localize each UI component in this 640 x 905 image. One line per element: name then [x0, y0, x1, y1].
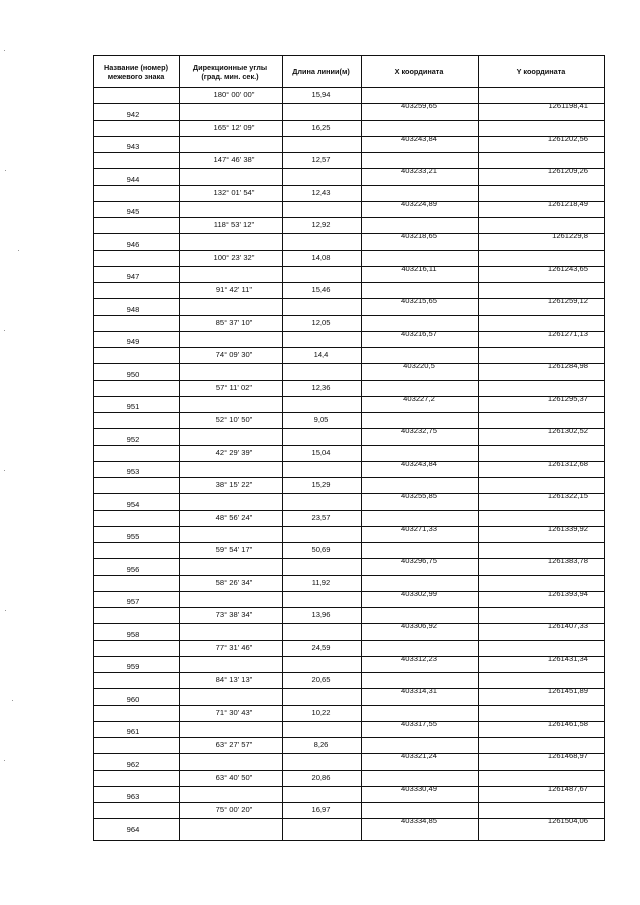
row-divider	[94, 721, 604, 722]
point-name: 963	[126, 792, 140, 801]
point-x: 403259,65	[401, 101, 437, 111]
row-divider	[94, 818, 604, 819]
row-divider	[94, 120, 604, 121]
point-name: 948	[126, 304, 140, 314]
header-name-text: Название (номер) межевого знака	[103, 62, 168, 81]
point-x: 403243,84	[401, 458, 437, 468]
segment-angle: 84° 13' 13"	[215, 675, 253, 684]
point-name: 955	[126, 532, 140, 541]
row-divider	[94, 672, 604, 673]
point-name: 954	[126, 499, 140, 509]
point-y: 1261259,12	[547, 296, 588, 306]
point-name: 953	[126, 467, 140, 476]
row-divider	[94, 705, 604, 706]
segment-length: 50,69	[311, 545, 331, 554]
segment-length: 8,26	[313, 740, 329, 749]
boundary-points-table	[93, 55, 605, 841]
segment-length: 12,92	[311, 220, 331, 229]
point-name: 943	[126, 142, 140, 151]
point-y: 1261302,52	[547, 426, 588, 436]
point-x: 403306,92	[401, 621, 437, 631]
header-length	[282, 56, 360, 87]
row-divider	[94, 396, 604, 397]
row-divider	[94, 315, 604, 316]
point-name: 956	[126, 564, 140, 574]
row-divider	[94, 103, 604, 104]
point-name: 962	[126, 759, 140, 769]
row-divider	[94, 185, 604, 186]
point-name: 952	[126, 434, 140, 444]
point-name: 959	[126, 662, 140, 671]
point-x: 403255,85	[401, 491, 437, 501]
header-x	[361, 56, 477, 87]
point-name: 957	[126, 597, 140, 606]
segment-angle: 38° 15' 22"	[215, 480, 253, 489]
segment-angle: 100° 23' 32"	[213, 252, 255, 262]
segment-angle: 59° 54' 17"	[215, 545, 253, 554]
header-y-text: Y координата	[516, 67, 566, 76]
segment-length: 12,36	[311, 382, 331, 392]
point-x: 403330,49	[401, 783, 437, 793]
row-divider	[94, 250, 604, 251]
row-divider	[94, 282, 604, 283]
row-divider	[94, 493, 604, 494]
row-divider	[94, 526, 604, 527]
point-y: 1261295,37	[547, 393, 588, 403]
row-divider	[94, 688, 604, 689]
point-x: 403233,21	[401, 166, 437, 176]
segment-length: 15,46	[311, 285, 331, 294]
point-x: 403216,11	[401, 263, 437, 273]
row-divider	[94, 412, 604, 413]
scan-speck	[18, 250, 19, 251]
row-divider	[94, 445, 604, 446]
point-name: 949	[126, 337, 140, 346]
point-y: 1261468,97	[547, 751, 588, 761]
segment-length: 12,43	[311, 187, 331, 197]
segment-length: 13,96	[311, 610, 331, 619]
segment-angle: 165° 12' 09"	[213, 122, 255, 132]
point-x: 403314,31	[401, 686, 437, 696]
point-y: 1261284,98	[547, 361, 588, 371]
point-y: 1261461,58	[547, 718, 588, 728]
point-x: 403215,65	[401, 296, 437, 306]
segment-length: 14,4	[313, 350, 329, 359]
scan-speck	[12, 700, 13, 701]
row-divider	[94, 575, 604, 576]
point-name: 964	[126, 824, 140, 834]
row-divider	[94, 152, 604, 153]
row-divider	[94, 380, 604, 381]
row-divider	[94, 770, 604, 771]
point-y: 1261198,41	[548, 101, 588, 111]
segment-length: 16,97	[311, 805, 331, 814]
column-divider	[179, 56, 180, 840]
point-y: 1261487,67	[547, 783, 588, 793]
point-x: 403218,65	[401, 231, 437, 241]
segment-angle: 180° 00' 00"	[213, 90, 255, 99]
scan-speck	[5, 610, 6, 611]
segment-angle: 91° 42' 11"	[215, 285, 253, 294]
point-y: 1261202,56	[547, 133, 588, 143]
segment-length: 11,92	[311, 577, 331, 587]
point-y: 1261339,92	[547, 523, 588, 533]
header-y	[478, 56, 604, 87]
point-name: 944	[126, 174, 140, 184]
row-divider	[94, 607, 604, 608]
row-divider	[94, 363, 604, 364]
segment-angle: 42° 29' 39"	[215, 447, 253, 457]
segment-length: 12,57	[311, 155, 331, 164]
segment-angle: 58° 26' 34"	[215, 577, 253, 587]
row-divider	[94, 640, 604, 641]
segment-angle: 52° 10' 50"	[215, 415, 253, 424]
segment-angle: 118° 53' 12"	[213, 220, 255, 229]
row-divider	[94, 737, 604, 738]
segment-length: 10,22	[311, 707, 331, 717]
segment-angle: 63° 40' 50"	[215, 772, 253, 782]
point-x: 403216,57	[401, 328, 437, 338]
point-name: 946	[126, 239, 140, 249]
point-x: 403317,55	[401, 718, 437, 728]
row-divider	[94, 786, 604, 787]
row-divider	[94, 266, 604, 267]
row-divider	[94, 136, 604, 137]
scan-speck	[4, 760, 5, 761]
point-x: 403302,99	[401, 588, 437, 598]
row-divider	[94, 201, 604, 202]
point-y: 1261229,8	[552, 231, 588, 241]
segment-length: 20,65	[311, 675, 331, 684]
segment-angle: 147° 46' 38"	[213, 155, 255, 164]
segment-length: 20,86	[311, 772, 331, 782]
point-x: 403321,24	[401, 751, 437, 761]
segment-length: 15,29	[311, 480, 331, 489]
segment-angle: 132° 01' 54"	[213, 187, 255, 197]
row-divider	[94, 753, 604, 754]
segment-length: 9,05	[313, 415, 329, 424]
point-x: 403220,5	[403, 361, 435, 371]
point-y: 1261218,49	[547, 198, 588, 208]
segment-length: 15,04	[311, 447, 331, 457]
header-x-text: X координата	[394, 67, 444, 76]
point-x: 403334,85	[401, 816, 437, 826]
point-name: 950	[126, 369, 140, 379]
point-x: 403296,75	[401, 556, 437, 566]
segment-angle: 77° 31' 46"	[215, 642, 253, 652]
row-divider	[94, 542, 604, 543]
scan-speck	[4, 330, 5, 331]
point-name: 942	[126, 109, 140, 119]
row-divider	[94, 623, 604, 624]
point-x: 403312,23	[401, 653, 437, 663]
row-divider	[94, 298, 604, 299]
point-y: 1261451,89	[547, 686, 588, 696]
header-angle-text: Дирекционные углы (град. мин. сек.)	[192, 62, 268, 81]
segment-angle: 71° 30' 43"	[215, 707, 253, 717]
row-divider	[94, 331, 604, 332]
header-name	[94, 56, 178, 87]
point-y: 1261383,78	[547, 556, 588, 566]
segment-angle: 48° 56' 24"	[215, 512, 253, 522]
row-divider	[94, 510, 604, 511]
point-y: 1261209,26	[547, 166, 588, 176]
row-divider	[94, 347, 604, 348]
point-name: 961	[126, 727, 140, 736]
segment-angle: 85° 37' 10"	[215, 317, 253, 327]
point-y: 1261322,15	[547, 491, 588, 501]
point-y: 1261312,68	[547, 458, 588, 468]
point-x: 403227,2	[403, 393, 435, 403]
point-name: 958	[126, 629, 140, 639]
segment-angle: 73° 38' 34"	[215, 610, 253, 619]
scan-speck	[4, 470, 5, 471]
segment-length: 23,57	[311, 512, 331, 522]
segment-length: 16,25	[311, 122, 331, 132]
point-y: 1261243,65	[547, 263, 588, 273]
row-divider	[94, 477, 604, 478]
segment-angle: 74° 09' 30"	[215, 350, 253, 359]
header-angle	[179, 56, 281, 87]
segment-length: 15,94	[311, 90, 331, 99]
point-y: 1261393,94	[547, 588, 588, 598]
segment-length: 24,59	[311, 642, 331, 652]
point-x: 403232,75	[401, 426, 437, 436]
row-divider	[94, 428, 604, 429]
row-divider	[94, 233, 604, 234]
row-divider	[94, 591, 604, 592]
row-divider	[94, 217, 604, 218]
row-divider	[94, 802, 604, 803]
row-divider	[94, 558, 604, 559]
segment-length: 14,08	[311, 252, 331, 262]
point-y: 1261431,34	[547, 653, 588, 663]
segment-angle: 63° 27' 57"	[215, 740, 253, 749]
row-divider	[94, 168, 604, 169]
scan-speck	[4, 50, 5, 51]
point-y: 1261271,13	[547, 328, 588, 338]
point-name: 945	[126, 207, 140, 216]
point-y: 1261407,33	[547, 621, 588, 631]
scan-speck	[5, 170, 6, 171]
point-name: 960	[126, 694, 140, 704]
segment-angle: 75° 00' 20"	[215, 805, 253, 814]
header-length-text: Длина линии(м)	[292, 67, 350, 76]
point-x: 403271,33	[401, 523, 437, 533]
point-name: 947	[126, 272, 140, 281]
point-x: 403224,89	[401, 198, 437, 208]
row-divider	[94, 461, 604, 462]
point-y: 1261504,06	[547, 816, 588, 826]
point-name: 951	[126, 402, 140, 411]
row-divider	[94, 656, 604, 657]
segment-length: 12,05	[311, 317, 331, 327]
point-x: 403243,84	[401, 133, 437, 143]
segment-angle: 57° 11' 02"	[215, 382, 253, 392]
table-header	[94, 56, 604, 88]
